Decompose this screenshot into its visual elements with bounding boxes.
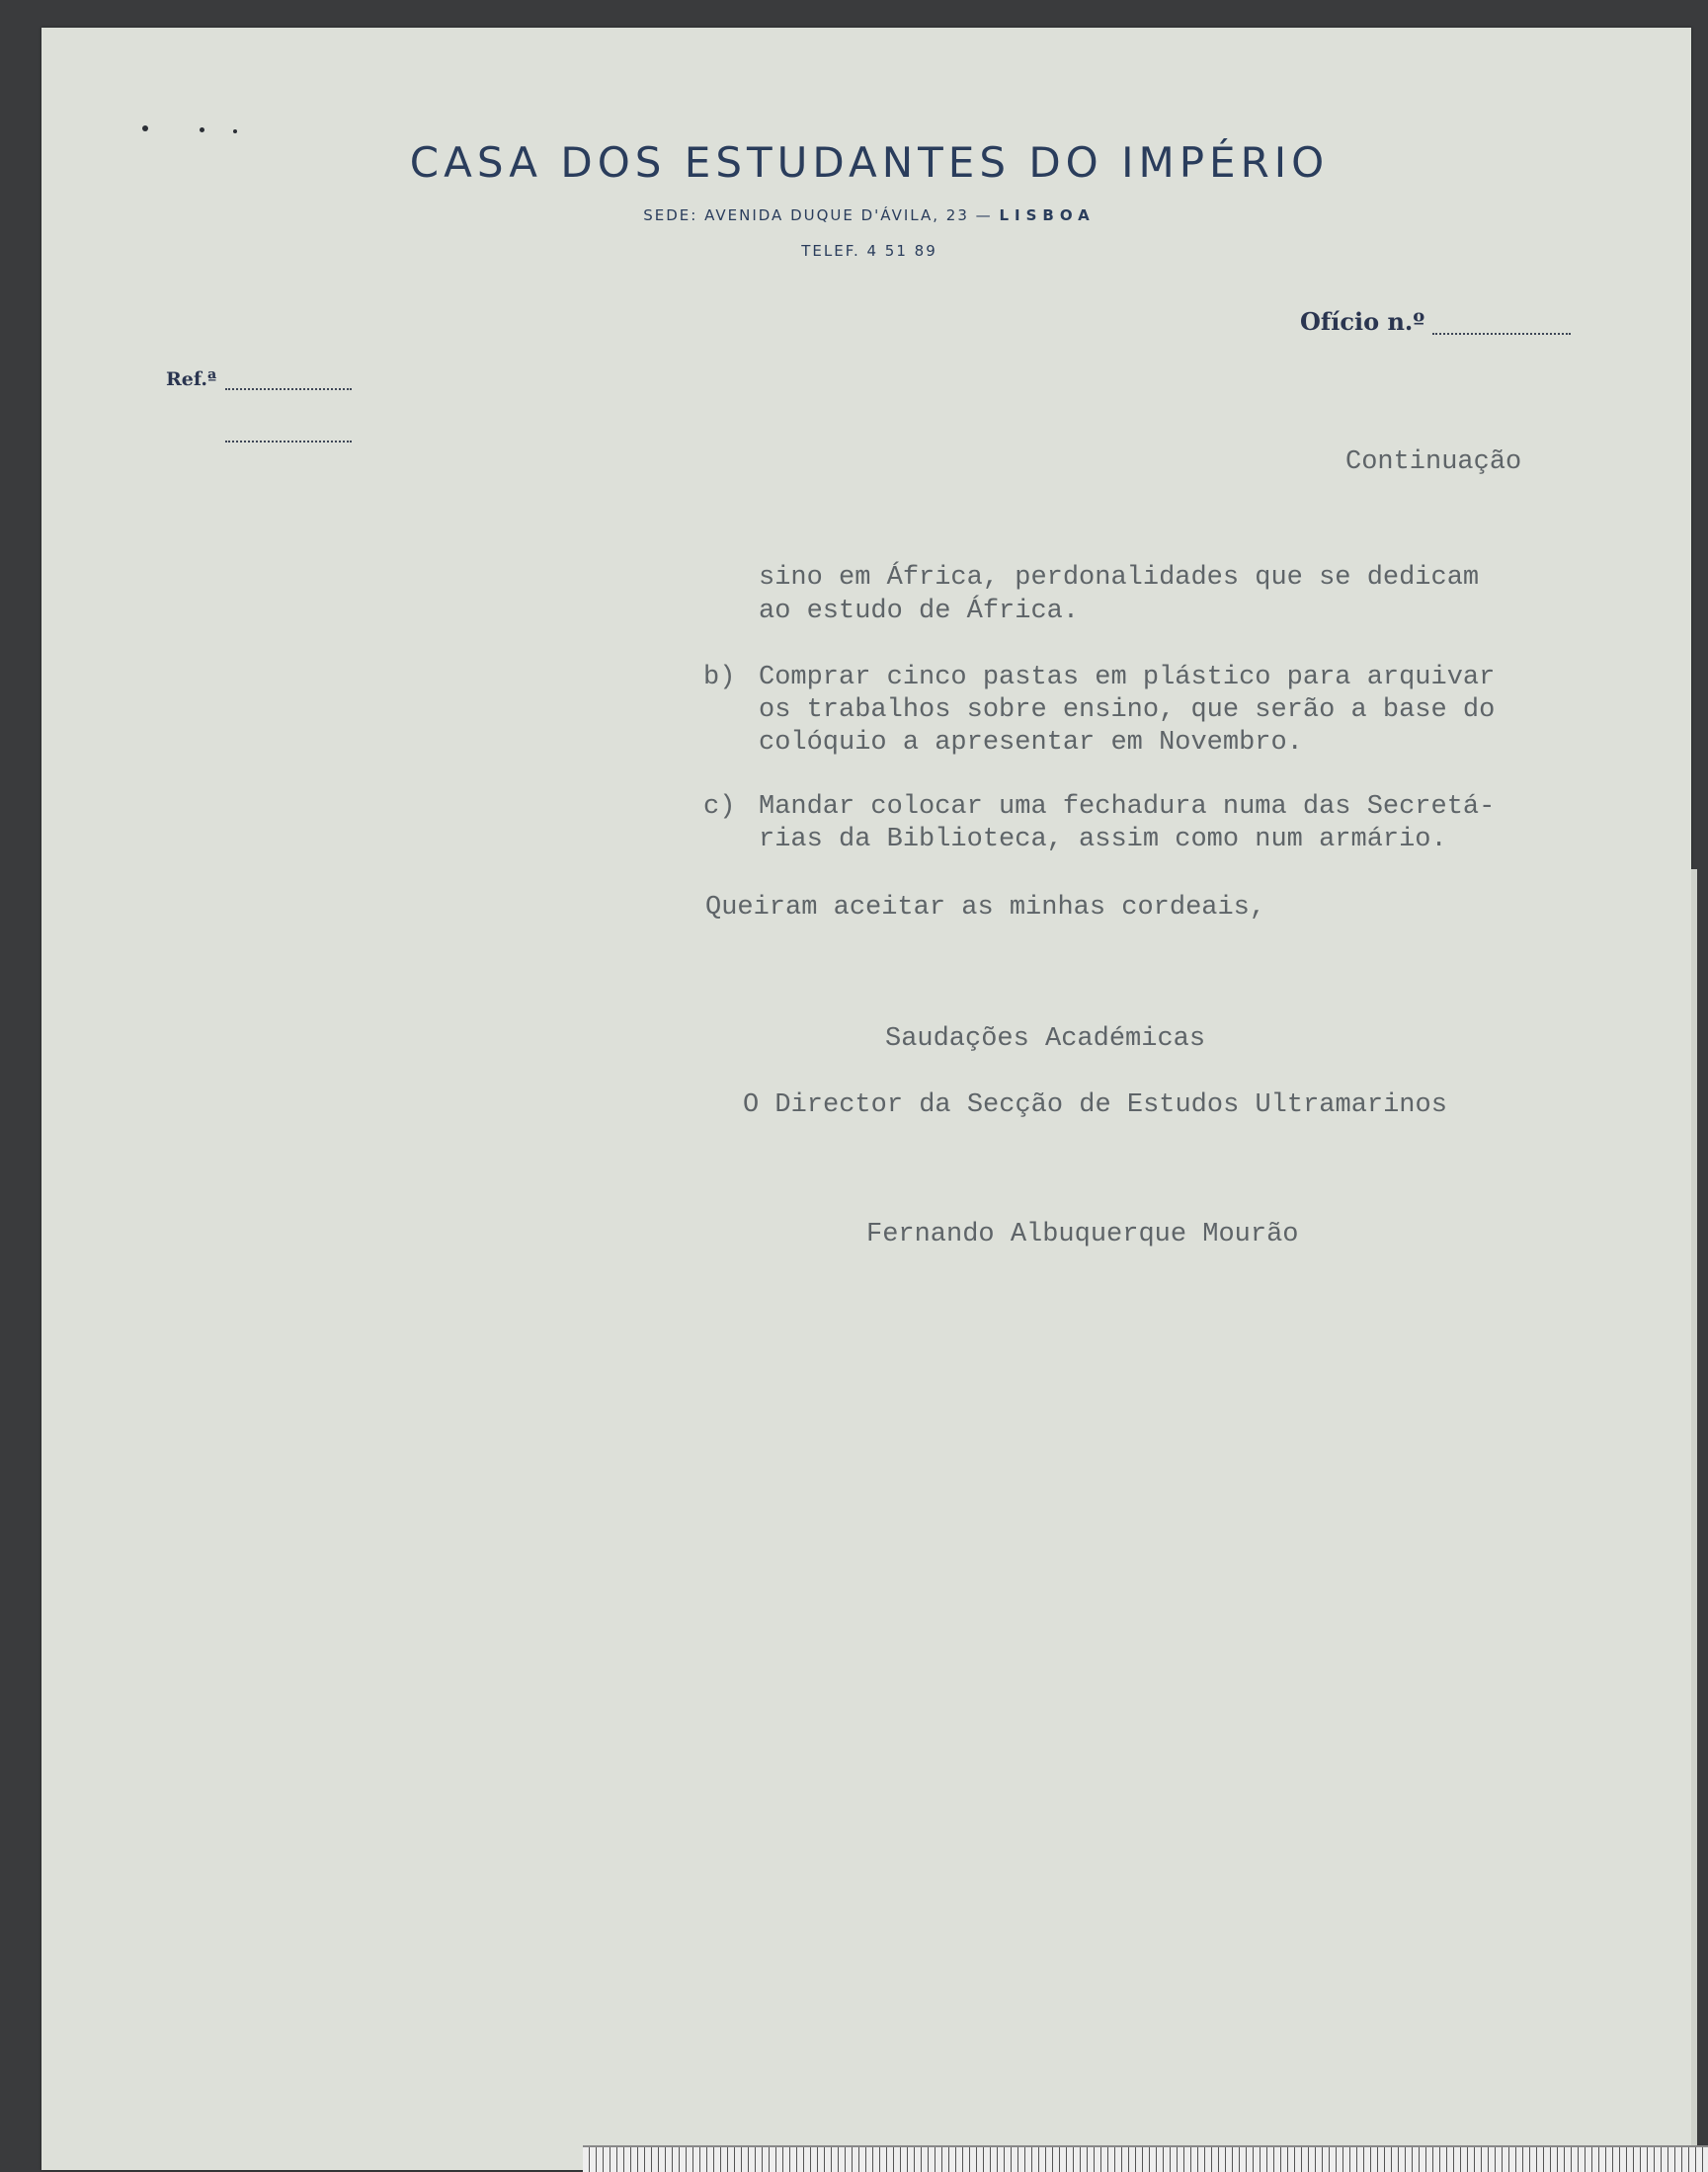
paragraph-line: ao estudo de África. bbox=[759, 597, 1080, 626]
item-b-line: os trabalhos sobre ensino, que serão a base do bbox=[759, 695, 1496, 725]
closing-text: Queiram aceitar as minhas cordeais, bbox=[705, 893, 1266, 923]
page-edge bbox=[1691, 869, 1697, 2170]
continuation-text: Continuação bbox=[1345, 447, 1522, 477]
ref-field bbox=[225, 388, 352, 390]
item-b-line: Comprar cinco pastas em plástico para arquivar bbox=[759, 663, 1496, 692]
signatory-name: Fernando Albuquerque Mourão bbox=[866, 1220, 1299, 1249]
paragraph-line: sino em África, perdonalidades que se dedicam bbox=[759, 563, 1480, 593]
punch-mark-icon bbox=[142, 125, 148, 131]
item-c-marker: c) bbox=[703, 792, 736, 822]
item-b-line: colóquio a apresentar em Novembro. bbox=[759, 728, 1303, 758]
item-b-marker: b) bbox=[703, 663, 736, 692]
address-city: LISBOA bbox=[999, 206, 1096, 224]
letterhead-phone: TELEF. 4 51 89 bbox=[801, 242, 937, 260]
letterhead-title: CASA DOS ESTUDANTES DO IMPÉRIO bbox=[409, 138, 1330, 187]
oficio-number-field bbox=[1432, 333, 1571, 335]
ref-field-second-line bbox=[225, 441, 352, 442]
punch-mark-icon bbox=[200, 127, 204, 132]
punch-mark-icon bbox=[233, 129, 237, 133]
item-c-line: rias da Biblioteca, assim como num armário. bbox=[759, 825, 1447, 854]
scale-ruler bbox=[583, 2145, 1708, 2172]
oficio-label: Ofício n.º bbox=[1300, 307, 1425, 336]
greeting-text: Saudações Académicas bbox=[885, 1024, 1206, 1054]
position-text: O Director da Secção de Estudos Ultramarinos bbox=[743, 1090, 1447, 1120]
ref-label: Ref.ª bbox=[166, 368, 217, 390]
letterhead-address bbox=[0, 206, 1708, 224]
address-text: SEDE: AVENIDA DUQUE D'ÁVILA, 23 — bbox=[643, 206, 993, 224]
item-c-line: Mandar colocar uma fechadura numa das Secretá- bbox=[759, 792, 1496, 822]
